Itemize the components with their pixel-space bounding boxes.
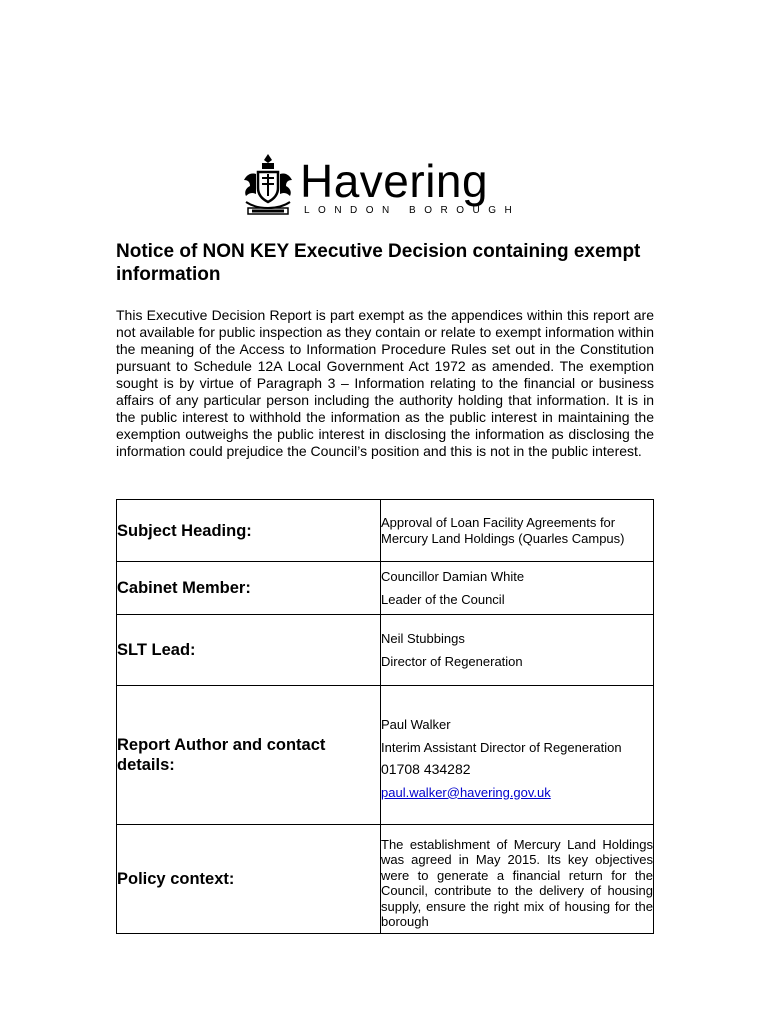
slt-lead-name: Neil Stubbings [381, 631, 465, 646]
logo-subtitle: LONDON BOROUGH [304, 205, 521, 216]
table-row-slt-lead [117, 615, 654, 686]
slt-lead-label: SLT Lead: [117, 615, 381, 686]
subject-heading-label: Subject Heading: [117, 500, 381, 562]
report-author-value [381, 686, 654, 825]
report-author-name: Paul Walker [381, 717, 451, 732]
subject-heading-text: Approval of Loan Facility Agreements for Mercury Land Holdings (Quarles Campus) [381, 515, 625, 546]
table-row-policy-context [117, 825, 654, 934]
table-row-cabinet-member [117, 562, 654, 615]
slt-lead-value [381, 615, 654, 686]
borough-crest-icon [240, 152, 296, 218]
cabinet-member-role: Leader of the Council [381, 591, 505, 607]
cabinet-member-name: Councillor Damian White [381, 569, 525, 584]
subject-heading-value [381, 500, 654, 562]
policy-context-label: Policy context: [117, 825, 381, 934]
slt-lead-role: Director of Regeneration [381, 653, 523, 669]
havering-logo [240, 152, 530, 222]
table-row-report-author [117, 686, 654, 825]
report-author-role: Interim Assistant Director of Regeneration [381, 739, 622, 755]
logo-wordmark: Havering [300, 155, 489, 207]
table-row-subject-heading [117, 500, 654, 562]
report-author-email-link[interactable]: paul.walker@havering.gov.uk [381, 784, 551, 800]
policy-context-value [381, 825, 654, 934]
policy-context-text: The establishment of Mercury Land Holdings was agreed in May 2015. Its key objectives were to generate a financial return for the Council, contribute to the delivery of housing supply, ensure the right mix of housing for the borough [381, 836, 653, 929]
decision-details-table [116, 499, 654, 934]
exemption-notice-paragraph: This Executive Decision Report is part exempt as the appendices within this report are not available for public inspection as they contain or relate to exempt information within the meaning of the Access to Information Procedure Rules set out in the Constitution pursuant to Schedule 12A Local Government Act 1972 as amended. The exemption sought is by virtue of Paragraph 3 – Information relating to the financial or business affairs of any particular person including the authority holding that information. It is in the public interest to withhold the information as the public interest in maintaining the exemption outweighs the public interest in disclosing the information as disclosing the information could prejudice the Council’s position and this is not in the public interest. [116, 307, 654, 459]
report-author-label: Report Author and contact details: [117, 686, 381, 825]
cabinet-member-value [381, 562, 654, 615]
cabinet-member-label: Cabinet Member: [117, 562, 381, 615]
report-author-phone: 01708 434282 [381, 761, 471, 777]
page-title: Notice of NON KEY Executive Decision containing exempt information [116, 241, 641, 285]
